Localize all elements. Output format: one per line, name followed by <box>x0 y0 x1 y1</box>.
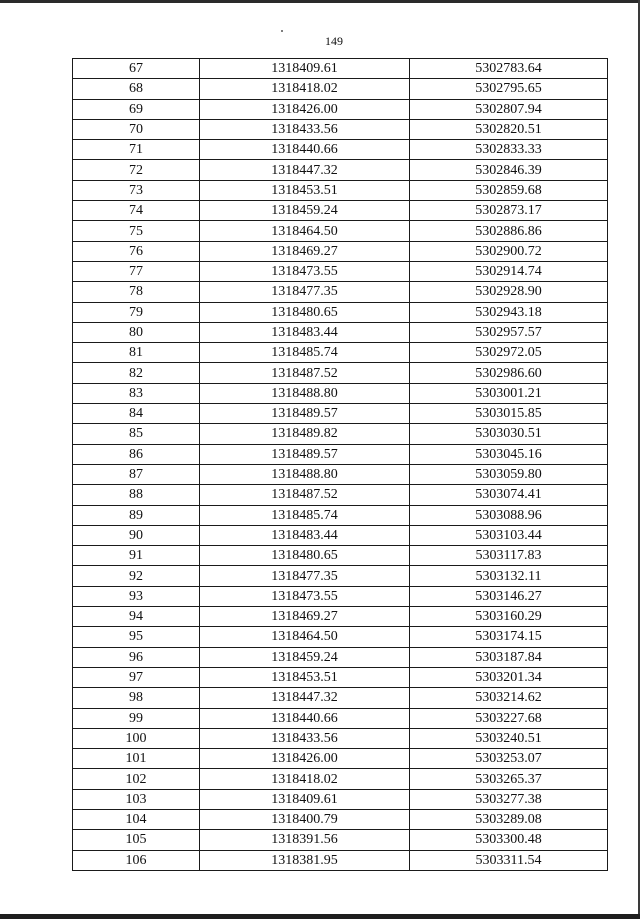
table-row <box>73 809 608 829</box>
table-row <box>73 546 608 566</box>
table-row <box>73 241 608 261</box>
point-number-cell: 68 <box>73 79 200 99</box>
x-coordinate-cell: 1318485.74 <box>200 505 410 525</box>
table-row <box>73 789 608 809</box>
table-row <box>73 464 608 484</box>
table-row <box>73 850 608 870</box>
y-coordinate-cell: 5303030.51 <box>410 424 608 444</box>
x-coordinate-cell: 1318483.44 <box>200 322 410 342</box>
point-number-cell: 70 <box>73 119 200 139</box>
y-coordinate-cell: 5302928.90 <box>410 282 608 302</box>
page-number: 149 <box>325 34 343 48</box>
point-number-cell: 98 <box>73 688 200 708</box>
table-row <box>73 160 608 180</box>
table-row <box>73 383 608 403</box>
table-row <box>73 363 608 383</box>
x-coordinate-cell: 1318433.56 <box>200 119 410 139</box>
table-row <box>73 140 608 160</box>
y-coordinate-cell: 5302833.33 <box>410 140 608 160</box>
table-row <box>73 221 608 241</box>
point-number-cell: 67 <box>73 59 200 79</box>
y-coordinate-cell: 5303300.48 <box>410 830 608 850</box>
x-coordinate-cell: 1318409.61 <box>200 789 410 809</box>
point-number-cell: 86 <box>73 444 200 464</box>
y-coordinate-cell: 5303174.15 <box>410 627 608 647</box>
x-coordinate-cell: 1318469.27 <box>200 241 410 261</box>
table-row <box>73 830 608 850</box>
table-row <box>73 99 608 119</box>
y-coordinate-cell: 5303227.68 <box>410 708 608 728</box>
point-number-cell: 82 <box>73 363 200 383</box>
y-coordinate-cell: 5302873.17 <box>410 201 608 221</box>
x-coordinate-cell: 1318487.52 <box>200 363 410 383</box>
point-number-cell: 94 <box>73 607 200 627</box>
scan-speck <box>281 30 283 32</box>
x-coordinate-cell: 1318489.82 <box>200 424 410 444</box>
y-coordinate-cell: 5303289.08 <box>410 809 608 829</box>
point-number-cell: 99 <box>73 708 200 728</box>
point-number-cell: 88 <box>73 485 200 505</box>
x-coordinate-cell: 1318487.52 <box>200 485 410 505</box>
y-coordinate-cell: 5303045.16 <box>410 444 608 464</box>
y-coordinate-cell: 5303117.83 <box>410 546 608 566</box>
table-row <box>73 119 608 139</box>
x-coordinate-cell: 1318477.35 <box>200 282 410 302</box>
point-number-cell: 93 <box>73 586 200 606</box>
table-row <box>73 322 608 342</box>
table-row <box>73 59 608 79</box>
y-coordinate-cell: 5303187.84 <box>410 647 608 667</box>
point-number-cell: 71 <box>73 140 200 160</box>
point-number-cell: 85 <box>73 424 200 444</box>
point-number-cell: 79 <box>73 302 200 322</box>
table-row <box>73 424 608 444</box>
point-number-cell: 73 <box>73 180 200 200</box>
point-number-cell: 72 <box>73 160 200 180</box>
table-row <box>73 343 608 363</box>
x-coordinate-cell: 1318480.65 <box>200 546 410 566</box>
point-number-cell: 77 <box>73 261 200 281</box>
table-row <box>73 566 608 586</box>
point-number-cell: 81 <box>73 343 200 363</box>
point-number-cell: 106 <box>73 850 200 870</box>
table-row <box>73 667 608 687</box>
scan-edge-top <box>0 0 640 3</box>
y-coordinate-cell: 5303160.29 <box>410 607 608 627</box>
x-coordinate-cell: 1318473.55 <box>200 586 410 606</box>
point-number-cell: 89 <box>73 505 200 525</box>
y-coordinate-cell: 5303146.27 <box>410 586 608 606</box>
x-coordinate-cell: 1318489.57 <box>200 404 410 424</box>
table-row <box>73 282 608 302</box>
x-coordinate-cell: 1318426.00 <box>200 749 410 769</box>
point-number-cell: 90 <box>73 525 200 545</box>
x-coordinate-cell: 1318440.66 <box>200 708 410 728</box>
y-coordinate-cell: 5303088.96 <box>410 505 608 525</box>
point-number-cell: 97 <box>73 667 200 687</box>
point-number-cell: 102 <box>73 769 200 789</box>
scan-edge-bottom <box>0 914 640 919</box>
x-coordinate-cell: 1318464.50 <box>200 627 410 647</box>
point-number-cell: 100 <box>73 728 200 748</box>
x-coordinate-cell: 1318477.35 <box>200 566 410 586</box>
x-coordinate-cell: 1318400.79 <box>200 809 410 829</box>
point-number-cell: 78 <box>73 282 200 302</box>
y-coordinate-cell: 5302820.51 <box>410 119 608 139</box>
table-row <box>73 180 608 200</box>
x-coordinate-cell: 1318459.24 <box>200 647 410 667</box>
point-number-cell: 83 <box>73 383 200 403</box>
y-coordinate-cell: 5302886.86 <box>410 221 608 241</box>
table-row <box>73 505 608 525</box>
x-coordinate-cell: 1318453.51 <box>200 667 410 687</box>
x-coordinate-cell: 1318381.95 <box>200 850 410 870</box>
y-coordinate-cell: 5303015.85 <box>410 404 608 424</box>
y-coordinate-cell: 5303201.34 <box>410 667 608 687</box>
x-coordinate-cell: 1318488.80 <box>200 464 410 484</box>
table-row <box>73 302 608 322</box>
y-coordinate-cell: 5302783.64 <box>410 59 608 79</box>
x-coordinate-cell: 1318464.50 <box>200 221 410 241</box>
table-row <box>73 708 608 728</box>
table-row <box>73 749 608 769</box>
y-coordinate-cell: 5303103.44 <box>410 525 608 545</box>
coordinates-table-body <box>73 59 608 871</box>
y-coordinate-cell: 5302795.65 <box>410 79 608 99</box>
y-coordinate-cell: 5302914.74 <box>410 261 608 281</box>
y-coordinate-cell: 5303253.07 <box>410 749 608 769</box>
y-coordinate-cell: 5303240.51 <box>410 728 608 748</box>
point-number-cell: 96 <box>73 647 200 667</box>
point-number-cell: 92 <box>73 566 200 586</box>
y-coordinate-cell: 5302943.18 <box>410 302 608 322</box>
point-number-cell: 74 <box>73 201 200 221</box>
y-coordinate-cell: 5303059.80 <box>410 464 608 484</box>
point-number-cell: 103 <box>73 789 200 809</box>
point-number-cell: 69 <box>73 99 200 119</box>
y-coordinate-cell: 5303132.11 <box>410 566 608 586</box>
table-row <box>73 485 608 505</box>
y-coordinate-cell: 5303277.38 <box>410 789 608 809</box>
y-coordinate-cell: 5302846.39 <box>410 160 608 180</box>
table-row <box>73 728 608 748</box>
x-coordinate-cell: 1318459.24 <box>200 201 410 221</box>
point-number-cell: 87 <box>73 464 200 484</box>
point-number-cell: 95 <box>73 627 200 647</box>
y-coordinate-cell: 5303311.54 <box>410 850 608 870</box>
y-coordinate-cell: 5303214.62 <box>410 688 608 708</box>
y-coordinate-cell: 5303001.21 <box>410 383 608 403</box>
table-row <box>73 201 608 221</box>
y-coordinate-cell: 5302986.60 <box>410 363 608 383</box>
point-number-cell: 84 <box>73 404 200 424</box>
x-coordinate-cell: 1318488.80 <box>200 383 410 403</box>
table-row <box>73 261 608 281</box>
coordinates-table <box>72 58 608 871</box>
table-row <box>73 688 608 708</box>
point-number-cell: 104 <box>73 809 200 829</box>
y-coordinate-cell: 5302807.94 <box>410 99 608 119</box>
x-coordinate-cell: 1318483.44 <box>200 525 410 545</box>
point-number-cell: 80 <box>73 322 200 342</box>
x-coordinate-cell: 1318391.56 <box>200 830 410 850</box>
table-row <box>73 627 608 647</box>
y-coordinate-cell: 5302957.57 <box>410 322 608 342</box>
point-number-cell: 75 <box>73 221 200 241</box>
table-row <box>73 525 608 545</box>
table-row <box>73 769 608 789</box>
table-row <box>73 586 608 606</box>
y-coordinate-cell: 5302972.05 <box>410 343 608 363</box>
x-coordinate-cell: 1318485.74 <box>200 343 410 363</box>
x-coordinate-cell: 1318433.56 <box>200 728 410 748</box>
y-coordinate-cell: 5302859.68 <box>410 180 608 200</box>
y-coordinate-cell: 5303265.37 <box>410 769 608 789</box>
x-coordinate-cell: 1318409.61 <box>200 59 410 79</box>
x-coordinate-cell: 1318447.32 <box>200 688 410 708</box>
x-coordinate-cell: 1318473.55 <box>200 261 410 281</box>
x-coordinate-cell: 1318418.02 <box>200 79 410 99</box>
x-coordinate-cell: 1318426.00 <box>200 99 410 119</box>
y-coordinate-cell: 5302900.72 <box>410 241 608 261</box>
x-coordinate-cell: 1318440.66 <box>200 140 410 160</box>
point-number-cell: 76 <box>73 241 200 261</box>
table-row <box>73 607 608 627</box>
point-number-cell: 101 <box>73 749 200 769</box>
x-coordinate-cell: 1318489.57 <box>200 444 410 464</box>
point-number-cell: 105 <box>73 830 200 850</box>
x-coordinate-cell: 1318469.27 <box>200 607 410 627</box>
x-coordinate-cell: 1318480.65 <box>200 302 410 322</box>
y-coordinate-cell: 5303074.41 <box>410 485 608 505</box>
table-row <box>73 444 608 464</box>
table-row <box>73 647 608 667</box>
table-row <box>73 404 608 424</box>
table-row <box>73 79 608 99</box>
x-coordinate-cell: 1318453.51 <box>200 180 410 200</box>
point-number-cell: 91 <box>73 546 200 566</box>
x-coordinate-cell: 1318447.32 <box>200 160 410 180</box>
x-coordinate-cell: 1318418.02 <box>200 769 410 789</box>
